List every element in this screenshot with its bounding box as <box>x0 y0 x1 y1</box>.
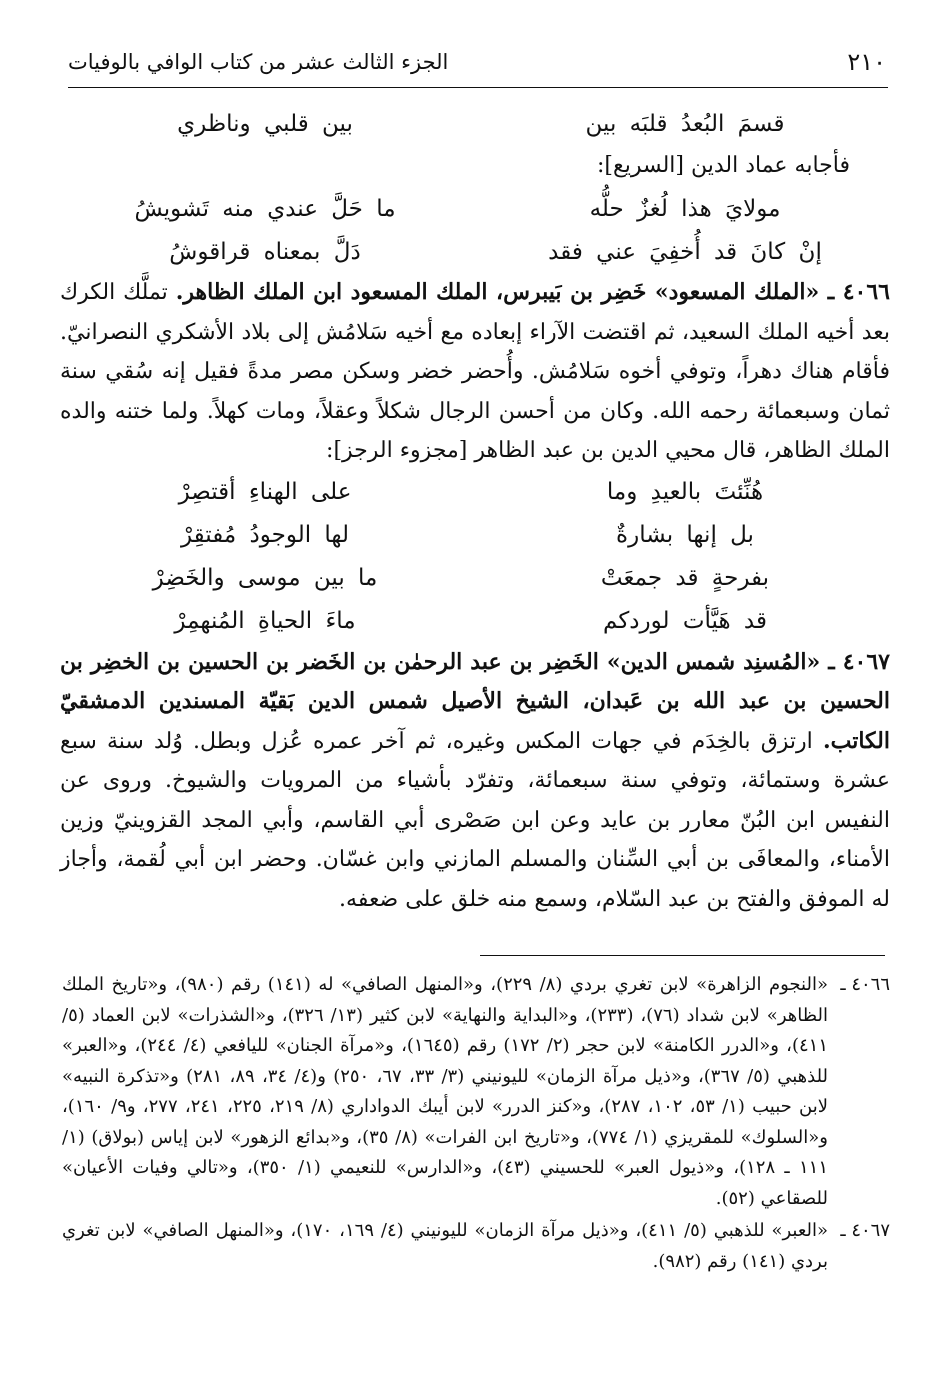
verse-second-hemistich: ماءَ الحياةِ المُنهمِرْ <box>174 608 356 634</box>
verse-second-hemistich: بين قلبي وناظري <box>177 110 353 137</box>
entry-heading: ٤٠٦٧ ـ «المُسنِد شمس الدين» الخَضِر بن عبد الرحمٰن بن الخَضر بن الحسين بن الخضِر بن الحسين بن عبد الله بن عَبدان، الشيخ الأصيل شمس الدين بَقيّة المسندين الدمشقيّ الكاتب. <box>60 648 890 754</box>
footnote <box>62 1216 890 1277</box>
verse-line <box>60 187 890 230</box>
verse-line <box>60 230 890 273</box>
verse-second-hemistich: لها الوجودُ مُفتقِرْ <box>180 522 350 548</box>
page-number: ٢١٠ <box>847 48 886 76</box>
entry-body: ارتزق بالخِدَم في جهات المكس وغيره، ثم آخر عمره عُزل وبطل. وُلد سنة سبع عشرة وستمائة، وتوفي سنة سبعمائة، وتفرّد بأشياء من المرويات والشيوخ. وروى عن النفيس ابن البُنّ معارر بن عايد وعن ابن صَصْرى أبي القاسم، وأبي المجد القزوينيّ وزين الأمناء، والمعافَى بن أبي السِّنان والمسلم المازني وابن غسّان. وحضر ابن أبي لُقمة، وأجاز له الموفق والفتح بن عبد السّلام، وسمع منه خلق على ضعفه. <box>60 728 890 912</box>
verse-first-hemistich: هُنِّئتَ بالعيدِ وما <box>606 479 764 505</box>
verse-second-hemistich: دَلَّ بمعناه قراقوشُ <box>169 238 361 265</box>
page-header <box>68 40 886 84</box>
running-title: الجزء الثالث عشر من كتاب الوافي بالوفيات <box>68 50 449 74</box>
verse-first-hemistich: قسمَ البُعدُ قلبَه بين <box>585 110 785 137</box>
footnote-rule <box>480 955 885 956</box>
verse-first-hemistich: مولايَ هذا لُغزٌ حلُّه <box>589 195 781 222</box>
footnotes <box>62 970 890 1279</box>
footnote-text: «النجوم الزاهرة» لابن تغري بردي (٨/ ٢٢٩)، و«المنهل الصافي» له (١٤١) رقم (٩٨٠)، و«تاريخ الملك الظاهر» لابن شداد (٧٦)، (٢٣٣)، و«البداية والنهاية» لابن كثير (١٣/ ٣٢٦)، و«الشذرات» لابن العماد (٥/ ٤١١)، و«الدرر الكامنة» لابن حجر (٢/ ١٧٢) رقم (١٦٤٥)، و«مرآة الجنان» لليافعي (٤/ ٢٤٤)، و«العبر» للذهبي (٥/ ٣٦٧)، و«ذيل مرآة الزمان» لليونيني (٣/ ٣٣، ٦٧، ٢٥٠) و(٤/ ٣٤، ٨٩، ٢٨١) و«تذكرة النبيه» لابن حبيب (١/ ٥٣، ١٠٢، ٢٨٧)، و«كنز الدرر» لابن أيبك الدواداري (٨/ ٢١٩، ٢٢٥، ٢٤١، ٢٧٧، و٩/ ١٦٠)، و«السلوك» للمقريزي (١/ ٧٧٤)، و«تاريخ ابن الفرات» (٨/ ٣٥)، و«بدائع الزهور» لابن إياس (بولاق) (١/ ١١١ ـ ١٢٨)، و«ذيول العبر» للحسيني (٤٣)، و«الدارس» للنعيمي (١/ ٣٥٠)، و«تالي وفيات الأعيان» للصقاعي (٥٢). <box>62 974 829 1209</box>
header-rule <box>68 87 888 88</box>
footnote-number: ٤٠٦٦ ـ <box>840 974 890 995</box>
verse-line <box>60 514 890 557</box>
verse-first-hemistich: بفرحةٍ قد جمعَتْ <box>600 565 770 591</box>
verse-second-hemistich: ما بين موسى والخَضِرْ <box>152 565 378 591</box>
reply-intro: فأجابه عماد الدين [السريع]: <box>597 153 850 178</box>
entry-heading: ٤٠٦٦ ـ «الملك المسعود» خَضِر بن بَيبرس، الملك المسعود ابن الملك الظاهر. <box>175 279 890 305</box>
entry-4067 <box>60 643 890 920</box>
verse-line <box>60 600 890 643</box>
verse-first-hemistich: قد هَيَّأت لوردكم <box>603 608 767 634</box>
verse-line <box>60 557 890 600</box>
entry-4066 <box>60 273 890 471</box>
footnote <box>62 970 890 1214</box>
footnote-number: ٤٠٦٧ ـ <box>840 1220 890 1241</box>
verse-first-hemistich: بل إنها بشارةٌ <box>616 522 754 548</box>
verse-second-hemistich: على الهناءِ أقتصِرْ <box>178 479 352 505</box>
verse-line <box>60 471 890 514</box>
verse-first-hemistich: إنْ كانَ قد أُخفِيَ عني فقد <box>548 238 822 265</box>
main-text <box>60 102 890 919</box>
verse-second-hemistich: ما حَلَّ عندي منه تَشويشُ <box>134 195 396 222</box>
entry-body: تملَّك الكرك بعد أخيه الملك السعيد، ثم اقتضت الآراء إبعاده مع أخيه سَلامُش إلى بلاد الأشكري النصرانيّ. فأقام هناك دهراً، وتوفي أخوه سَلامُش. وأُحضر خضر وسكن مصر مدةً فقيل إنه سُقي سنة ثمان وسبعمائة رحمه الله. وكان من أحسن الرجال شكلاً وعقلاً، ومات كهلاً. ولما ختنه والده الملك الظاهر، قال محيي الدين بن عبد الظاهر [مجزوء الرجز]: <box>60 280 890 463</box>
verse-line <box>60 102 890 145</box>
footnote-text: «العبر» للذهبي (٥/ ٤١١)، و«ذيل مرآة الزمان» لليونيني (٤/ ١٦٩، ١٧٠)، و«المنهل الصافي» لابن تغري بردي (١٤١) رقم (٩٨٢). <box>62 1220 828 1272</box>
